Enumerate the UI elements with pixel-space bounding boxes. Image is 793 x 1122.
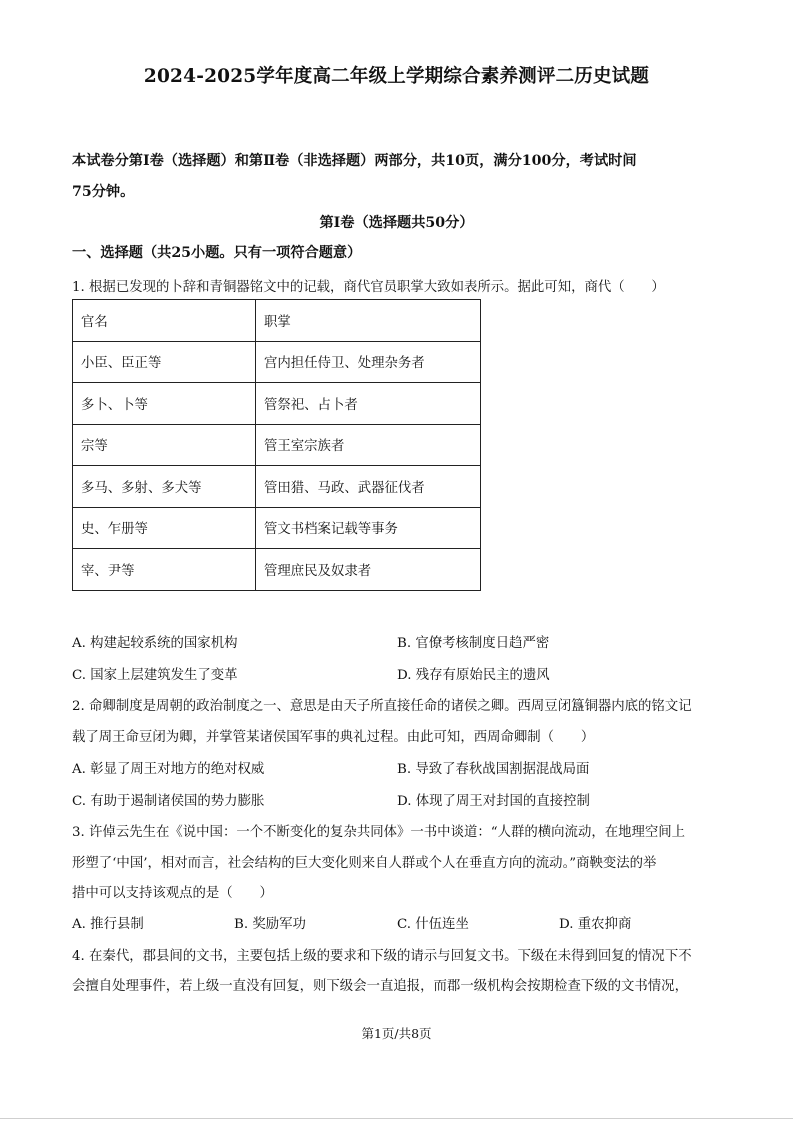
table-row xyxy=(73,549,481,591)
table-cell: 管理庶民及奴隶者 xyxy=(256,549,481,591)
page-bottom-divider xyxy=(0,1118,793,1119)
q1-option-d: D. 残存有原始民主的遗风 xyxy=(397,668,550,683)
table-row xyxy=(73,341,481,383)
table-header-cell: 职掌 xyxy=(256,300,481,342)
table-cell: 宗等 xyxy=(73,424,256,466)
exam-intro-line2: 75分钟。 xyxy=(72,184,135,200)
exam-title: 2024-2025学年度高二年级上学期综合素养测评二历史试题 xyxy=(143,66,650,87)
q2-option-b: B. 导致了春秋战国割据混战局面 xyxy=(397,762,590,777)
table-row xyxy=(73,383,481,425)
question-2-line2: 载了周王命豆闭为卿，并掌管某诸侯国军事的典礼过程。由此可知，西周命卿制（ ） xyxy=(72,730,595,745)
q3-option-d: D. 重农抑商 xyxy=(559,917,632,932)
table-cell: 多卜、卜等 xyxy=(73,383,256,425)
question-4-line2: 会擅自处理事件，若上级一直没有回复，则下级会一直追报，而郡一级机构会按期检查下级的文书情况， xyxy=(72,979,688,994)
table-cell: 史、乍册等 xyxy=(73,507,256,549)
table-cell: 多马、多射、多犬等 xyxy=(73,466,256,508)
table-cell: 小臣、臣正等 xyxy=(73,341,256,383)
table-row xyxy=(73,424,481,466)
table-header-cell: 官名 xyxy=(73,300,256,342)
section1-title: 一、选择题（共25小题。只有一项符合题意） xyxy=(72,245,362,261)
table-cell: 管祭祀、占卜者 xyxy=(256,383,481,425)
q3-option-a: A. 推行县制 xyxy=(72,917,144,932)
q3-option-b: B. 奖励军功 xyxy=(234,917,306,932)
table-cell: 管文书档案记载等事务 xyxy=(256,507,481,549)
table-header-row xyxy=(73,300,481,342)
q2-option-d: D. 体现了周王对封国的直接控制 xyxy=(397,794,590,809)
question-2-line1: 2. 命卿制度是周朝的政治制度之一、意思是由天子所直接任命的诸侯之卿。西周豆闭簋铜器内底的铭文记 xyxy=(72,699,692,714)
table-row xyxy=(73,466,481,508)
q2-option-a: A. 彰显了周王对地方的绝对权威 xyxy=(72,762,265,777)
page-number: 第1页/共8页 xyxy=(361,1026,432,1041)
q1-option-c: C. 国家上层建筑发生了变革 xyxy=(72,668,238,683)
table-cell: 管田猎、马政、武器征伐者 xyxy=(256,466,481,508)
table-cell: 管王室宗族者 xyxy=(256,424,481,466)
q1-option-a: A. 构建起较系统的国家机构 xyxy=(72,636,238,651)
question-3-line1: 3. 许倬云先生在《说中国：一个不断变化的复杂共同体》一书中谈道：“人群的横向流动，在地理空间上 xyxy=(72,825,686,840)
exam-intro-line1: 本试卷分第Ⅰ卷（选择题）和第Ⅱ卷（非选择题）两部分，共10页，满分100分，考试时间 xyxy=(72,153,637,169)
part1-title: 第Ⅰ卷（选择题共50分） xyxy=(319,215,474,231)
table-cell: 宫内担任侍卫、处理杂务者 xyxy=(256,341,481,383)
table-cell: 宰、尹等 xyxy=(73,549,256,591)
q1-option-b: B. 官僚考核制度日趋严密 xyxy=(397,636,550,651)
q3-option-c: C. 什伍连坐 xyxy=(397,917,469,932)
question-3-line3: 措中可以支持该观点的是（ ） xyxy=(72,886,273,901)
q2-option-c: C. 有助于遏制诸侯国的势力膨胀 xyxy=(72,794,265,809)
question-3-line2: 形塑了‘中国’，相对而言，社会结构的巨大变化则来自人群或个人在垂直方向的流动。”商鞅变法的举 xyxy=(72,856,657,871)
q1-official-duties-table xyxy=(72,299,481,591)
table-row xyxy=(73,507,481,549)
question-4-line1: 4. 在秦代，郡县间的文书，主要包括上级的要求和下级的请示与回复文书。下级在未得到回复的情况下不 xyxy=(72,949,692,964)
question-1-stem: 1. 根据已发现的卜辞和青铜器铭文中的记载，商代官员职掌大致如表所示。据此可知，商代（ ） xyxy=(72,280,665,295)
